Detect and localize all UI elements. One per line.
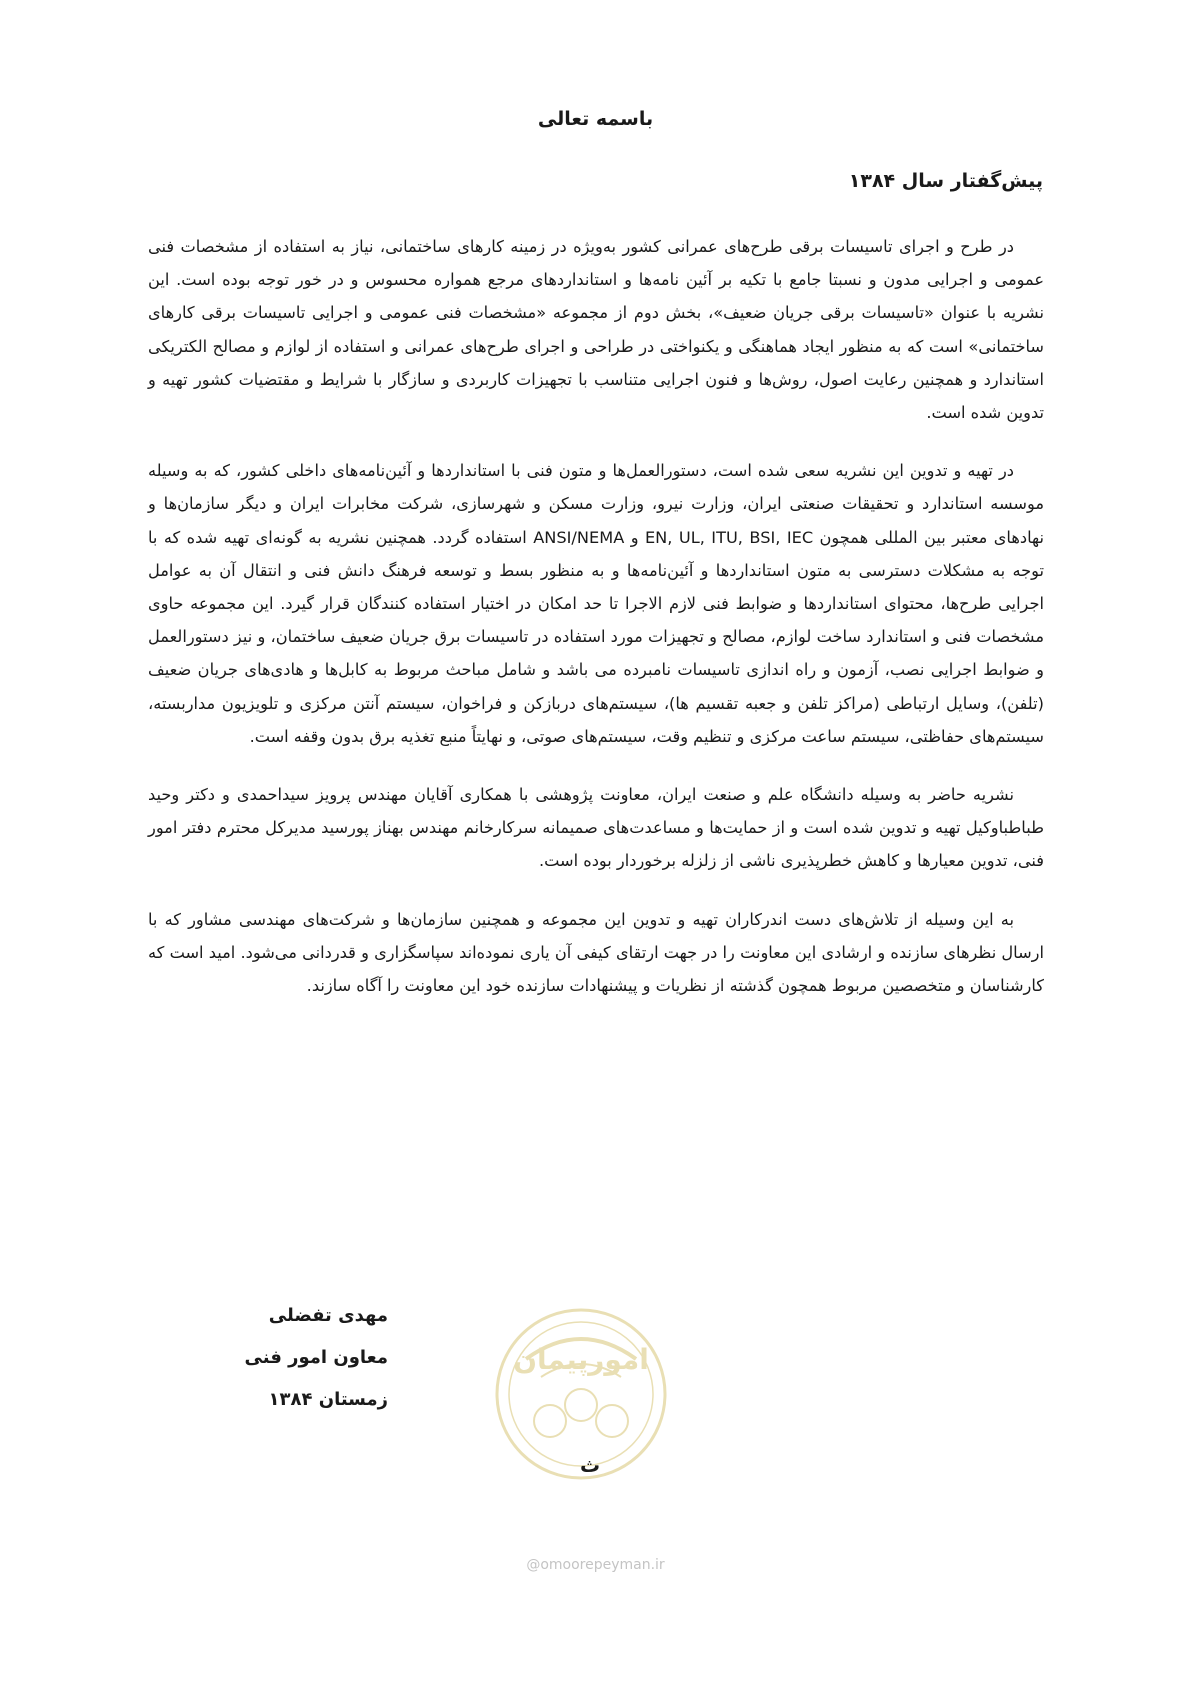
signatory-position: معاون امور فنی xyxy=(244,1347,388,1368)
seal-text: امورپیمان xyxy=(513,1343,649,1376)
seal-gear-center xyxy=(565,1389,597,1421)
watermark-text: @omoorepeyman.ir xyxy=(526,1557,665,1573)
signature-block xyxy=(245,1295,388,1421)
seal-gear-left xyxy=(534,1405,566,1437)
page-title: پیش‌گفتار سال ۱۳۸۴ xyxy=(848,170,1043,192)
page-marker: ث xyxy=(580,1453,601,1477)
invocation-heading: باسمه تعالی xyxy=(537,108,654,130)
signature-date: زمستان ۱۳۸۴ xyxy=(268,1389,388,1410)
paragraph-2: در تهیه و تدوین این نشریه سعی شده است، دستورالعمل‌ها و متون فنی با استانداردها و آئین‌نامه‌های داخلی کشور، که به وسیله موسسه استاندارد و تحقیقات صنعتی ایران، وزارت نیرو، وزارت مسکن و شهرسازی، شرکت مخابرات ایران و دیگر سازمان‌ها و نهادهای معتبر بین المللی همچون EN, UL, ITU, BSI, IEC و ANSI/NEMA استفاده گردد. همچنین نشریه به گونه‌ای تهیه شده که با توجه به مشکلات دسترسی به متون استانداردها و آئین‌نامه‌ها و به منظور بسط و توسعه فرهنگ دانش فنی و انتقال آن به عوامل اجرایی طرح‌ها، محتوای استانداردها و ضوابط فنی لازم الاجرا تا حد امکان در اختیار استفاده کنندگان قرار گیرد. این مجموعه حاوی مشخصات فنی و استاندارد ساخت لوازم، مصالح و تجهیزات مورد استفاده در تاسیسات برق جریان ضعیف ساختمان، و نیز دستورالعمل و ضوابط اجرایی نصب، آزمون و راه اندازی تاسیسات نامبرده می باشد و شامل مباحث مربوط به کابل‌ها و هادی‌های جریان ضعیف (تلفن)، وسایل ارتباطی (مراکز تلفن و جعبه تقسیم ها)، سیستم‌های دربازکن و فراخوان، سیستم آنتن مرکزی و تلویزیون مداربسته، سیستم‌های حفاظتی، سیستم ساعت مرکزی و تنظیم وقت، سیستم‌های صوتی، و نهایتاً منبع تغذیه برق بدون وقفه است. xyxy=(148,461,1044,746)
paragraph-4: به این وسیله از تلاش‌های دست اندرکاران تهیه و تدوین این مجموعه و همچنین سازمان‌ها و شرکت‌های مهندسی مشاور که با ارسال نظرهای سازنده و ارشادی این معاونت را در جهت ارتقای کیفی آن یاری نموده‌اند سپاسگزاری و قدردانی می‌شود. امید است که کارشناسان و متخصصین مربوط همچون گذشته از نظریات و پیشنهادات سازنده خود این معاونت را آگاه سازند. xyxy=(148,909,1044,996)
paragraph-3: نشریه حاضر به وسیله دانشگاه علم و صنعت ایران، معاونت پژوهشی با همکاری آقایان مهندس پرویز سیداحمدی و دکتر وحید طباطباوکیل تهیه و تدوین شده است و از حمایت‌ها و مساعدت‌های صمیمانه سرکارخانم مهندس بهناز پورسید مدیرکل محترم دفتر امور فنی، تدوین معیارها و کاهش خطرپذیری ناشی از زلزله برخوردار بوده است. xyxy=(148,785,1044,871)
preface-body xyxy=(148,230,1044,1027)
signatory-name: مهدی تفضلی xyxy=(268,1305,388,1326)
organization-seal xyxy=(486,1299,676,1519)
seal-gear-right xyxy=(596,1405,628,1437)
paragraph-1: در طرح و اجرای تاسیسات برقی طرح‌های عمرانی کشور به‌ویژه در زمینه کارهای ساختمانی، نیاز به استفاده از مشخصات فنی عمومی و اجرایی مدون و نسبتا جامع با تکیه بر آئین نامه‌ها و استانداردهای مرجع همواره محسوس و در خور توجه بوده است. این نشریه با عنوان «تاسیسات برقی جریان ضعیف»، بخش دوم از مجموعه «مشخصات فنی عمومی و اجرایی تاسیسات برقی کارهای ساختمانی» است که به منظور ایجاد هماهنگی و یکنواختی در طراحی و اجرای طرح‌های عمرانی و استفاده از لوازم و مصالح الکتریکی استاندارد و همچنین رعایت اصول، روش‌ها و فنون اجرایی متناسب با تجهیزات کاربردی و سازگار با شرایط و مقتضیات کشور تهیه و تدوین شده است. xyxy=(148,237,1044,423)
